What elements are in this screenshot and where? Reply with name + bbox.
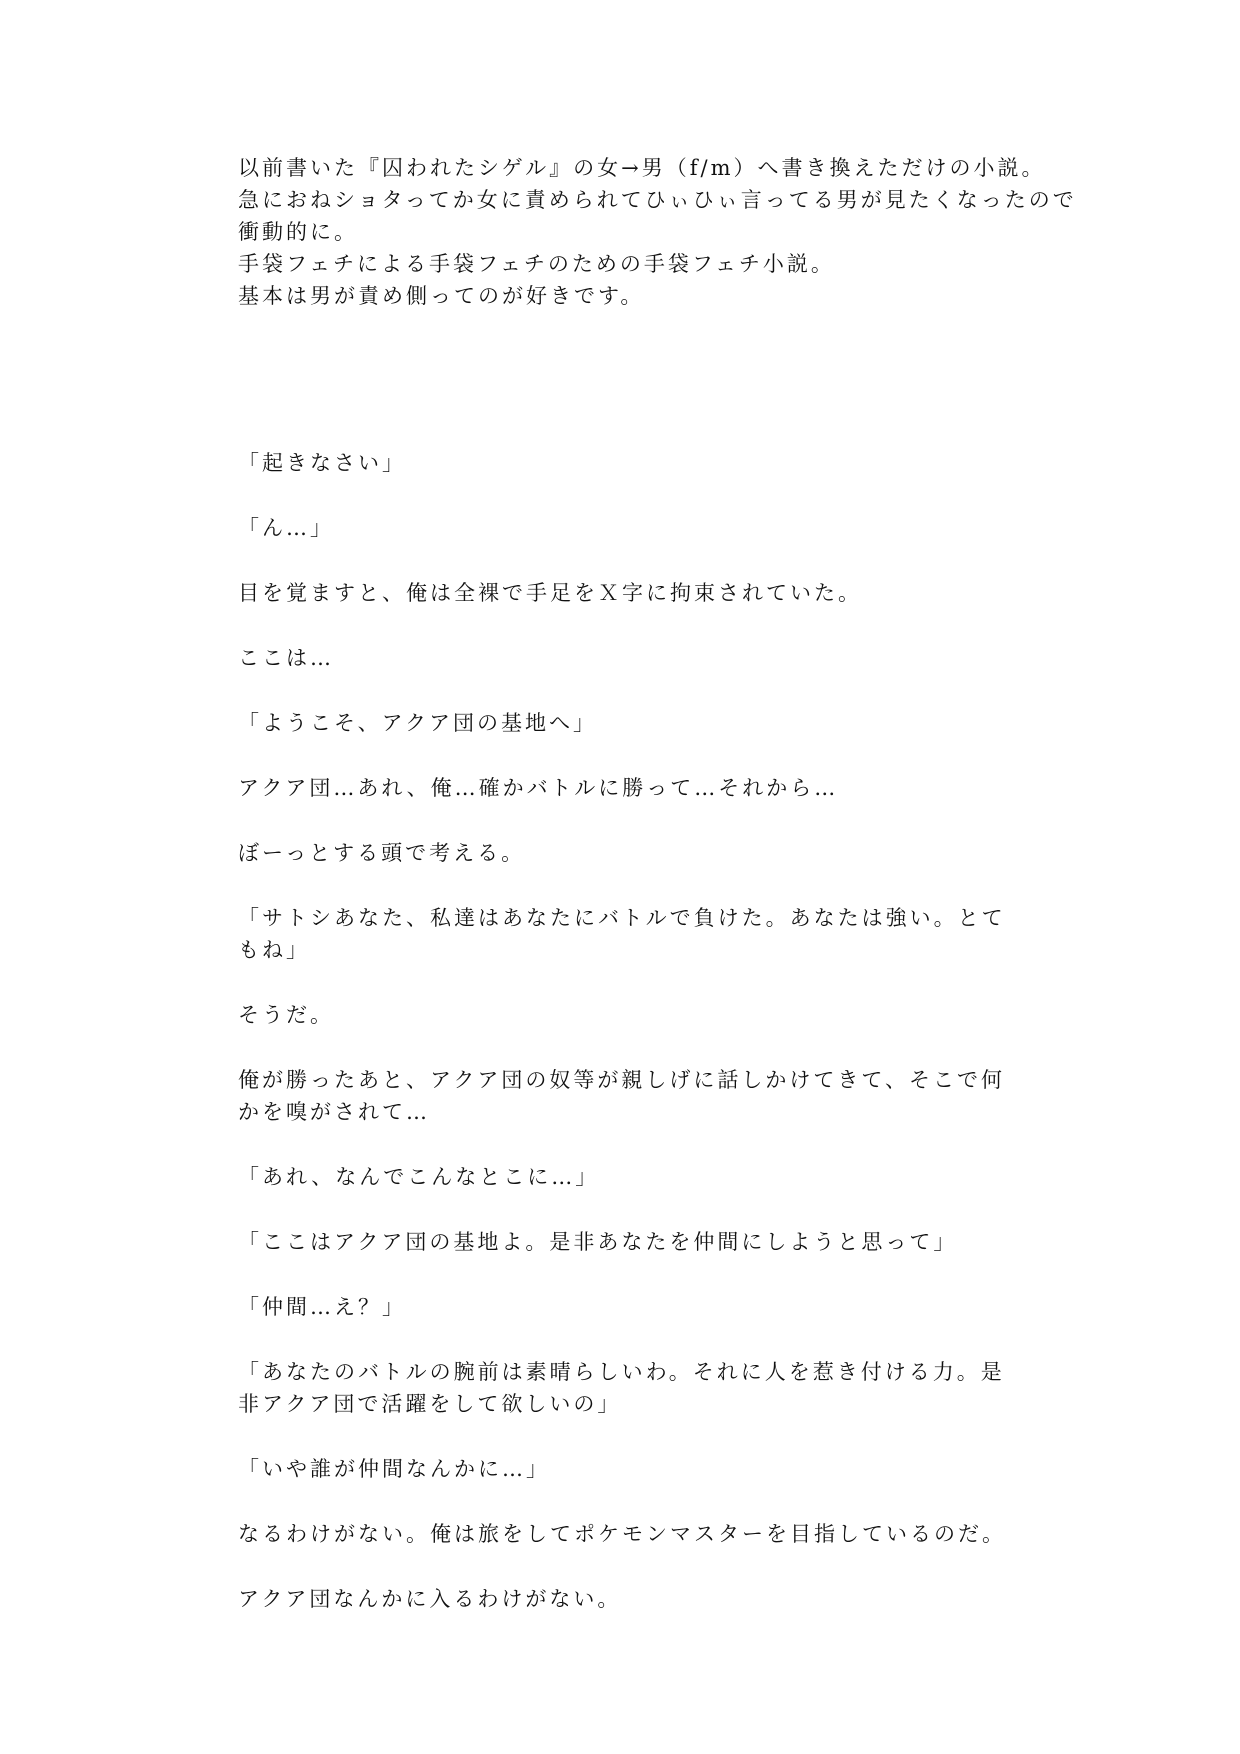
story-paragraph: 俺が勝ったあと、アクア団の奴等が親しげに話しかけてきて、そこで何かを嗅がされて… [238, 1068, 1005, 1124]
story-paragraph: 「ここはアクア団の基地よ。是非あなたを仲間にしようと思って」 [238, 1230, 958, 1254]
story-paragraph: ここは… [238, 646, 334, 670]
story-paragraph: 「あなたのバトルの腕前は素晴らしいわ。それに人を惹き付ける力。是非アクア団で活躍をして欲しいの」 [238, 1360, 1005, 1416]
author-note-line: 手袋フェチによる手袋フェチのための手袋フェチ小説。 [238, 252, 835, 276]
story-paragraph: 「ようこそ、アクア団の基地へ」 [238, 711, 597, 735]
story-paragraph: なるわけがない。俺は旅をしてポケモンマスターを目指しているのだ。 [238, 1522, 1006, 1546]
author-note-line: 以前書いた『囚われたシゲル』の女→男（f/m）へ書き換えただけの小説。 [238, 156, 1046, 180]
author-note [238, 152, 1077, 312]
author-note-line: 基本は男が責め側ってのが好きです。 [238, 284, 645, 308]
author-note-line: 急におねショタってか女に責められてひぃひぃ言ってる男が見たくなったので [238, 188, 1077, 212]
story-paragraph: 「ん…」 [238, 516, 334, 540]
story-paragraph: 「いや誰が仲間なんかに…」 [238, 1457, 550, 1481]
story-paragraph: アクア団なんかに入るわけがない。 [238, 1587, 622, 1611]
story-paragraph: そうだ。 [238, 1003, 334, 1027]
story-paragraph: 「サトシあなた、私達はあなたにバトルで負けた。あなたは強い。とてもね」 [238, 906, 1006, 962]
story-paragraph: ぼーっとする頭で考える。 [238, 841, 526, 865]
story-paragraph: 「起きなさい」 [238, 451, 406, 475]
story-paragraph: 目を覚ますと、俺は全裸で手足をＸ字に拘束されていた。 [238, 581, 862, 605]
story-paragraph: アクア団…あれ、俺…確かバトルに勝って…それから… [238, 776, 839, 800]
author-note-line: 衝動的に。 [238, 220, 358, 244]
story-body [238, 447, 1018, 1615]
story-paragraph: 「あれ、なんでこんなとこに…」 [238, 1165, 600, 1189]
story-paragraph: 「仲間…え？」 [238, 1295, 406, 1319]
